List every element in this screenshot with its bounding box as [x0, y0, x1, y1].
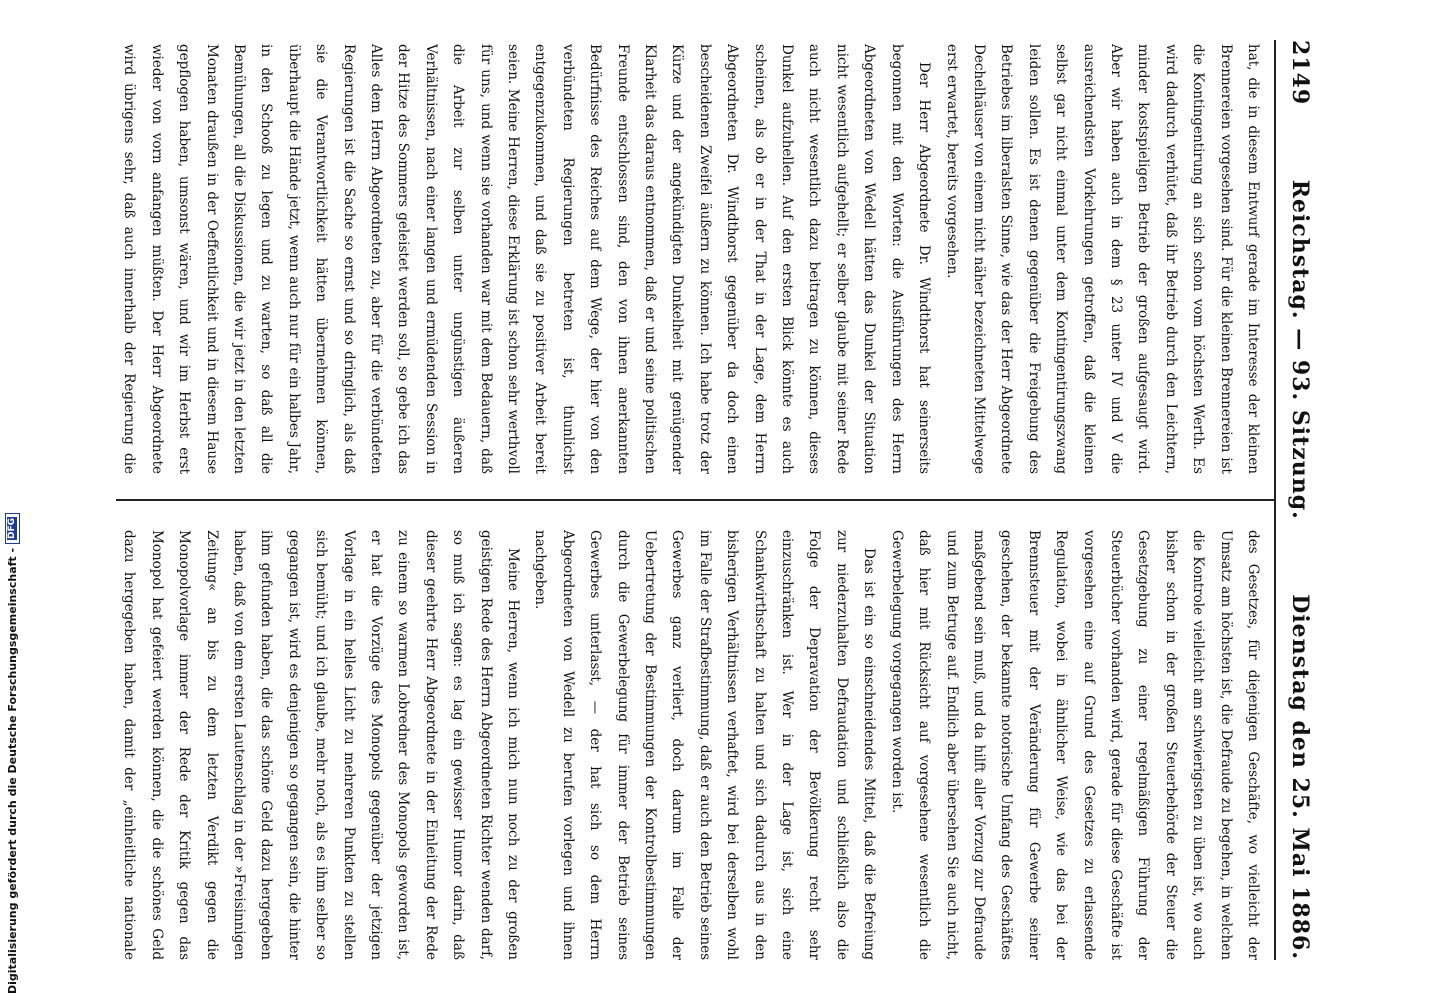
running-title: Reichstag. — 93. Sitzung.: [1287, 179, 1313, 520]
session-date: Dienstag den 25. Mai 1886.: [1287, 594, 1313, 960]
paragraph: Meine Herren, wenn ich mich nun noch zu der großen geistigen Rede des Herrn Abgeordneten Richter wenden darf, so muß ich sagen: es lag ein gewisser Humor darin, daß dieser geehrte Herr Abgeordnete in der Einleitung der Rede zu einem so warmen Lobredner des Monopols geworden ist, er hat die Vorzüge des Monopols gegenüber der jetzigen Vorlage in ein helles Licht zu mehreren Punkten zu stellen sich bemüht; und ich glaube, mehr noch, als es ihm selber so gegangen ist, wird es denjenigen so gegangen sein, die hinter ihm gefunden haben, die das schöne Geld dazu hergegeben haben, daß von dem ersten Lautenschlag in der »Freisinnigen Zeitung« an bis zu dem letzten Verdikt gegen die Monopolvorlage immer der Rede der Kritik gegen das Monopol hat gefeiert werden können, die die schönes Geld dazu hergegeben haben, damit der „einheitliche nationale: [121, 530, 522, 960]
paragraph: hat, die in diesem Entwurf gerade im Interesse der kleinen Brennereien vorgesehen sind. Für die kleinen Brennereien ist die Kontingentirung an sich schon vom höchsten Werth. Es wird dadurch verhütet, daß ihr Betrieb durch den Leichtern, minder kostspieligen Betrieb der großen aufgesaugt wird. Aber wir haben auch in dem § 23 unter IV und V die ausreichendsten Vorkehrungen getroffen, daß die kleinen selbst gar nicht einmal unter dem Kontingentirungszwang leiden sollen. Es ist denen gegenüber die Freigebung des Betriebes im liberalsten Sinne, wie das der Herr Abgeordnete Dechelhäuser von einem nicht näher bezeichneten Mittelwege erst erwartet, bereits vorgesehen.: [943, 44, 1261, 474]
page-header: [1280, 40, 1320, 960]
left-column: [116, 44, 1266, 474]
digitization-credit: [0, 0, 22, 1000]
credit-text: Digitalisierung gefördert durch die Deutsche Forschungsgemeinschaft -: [5, 547, 19, 994]
paragraph: Der Herr Abgeordnete Dr. Windthorst hat seinerseits begonnen mit den Worten: die Ausführungen des Herrn Abgeordneten von Wedell hätten das Dunkel der Situation nicht wesentlich aufgehellt; er selber glaube mit seiner Rede auch nicht wesentlich dazu beitragen zu können, dieses Dunkel aufzuhellen. Auf den ersten Blick könnte es auch scheinen, als ob er in der That in der Lage, dem Herrn Abgeordneten Dr. Windthorst gegenüber da doch einen bescheidenen Zweifel äußern zu können. Ich habe trotz der Kürze und der angekündigten Dunkelheit mit genügender Klarheit das daraus entnommen, daß er und seine politischen Freunde entschlossen sind, den von ihnen anerkannten Bedürfnisse des Reiches auf dem Wege, der hier von den verbündeten Regierungen betreten ist, thunlichst entgegenzukommen, und daß sie zu positiver Arbeit bereit seien. Meine Herren, diese Erklärung ist schon sehr werthvoll für uns, und wenn sie vorhanden war mit dem Bedauern, daß die Arbeit zur selben unter ungünstigen äußeren Verhältnissen, nach einer langen und ermüdenden Session in der Hitze des Sommers geleistet werden soll, so gebe ich das Alles dem Herrn Abgeordneten zu, aber für die verbündeten Regierungen ist die Sache so ernst und so dringlich, als daß sie die Verantwortlichkeit hätten übernehmen können, überhaupt die Hände jetzt, wenn auch nur für ein halbes Jahr, in den Schooß zu legen und zu warten, so daß all die Bemühungen, all die Diskussionen, die wir jetzt in den letzten Monaten draußen in der Oeffentlichkeit und in diesem Hause gepflogen haben, umsonst wären, und wir im Herbst erst wieder von vorn anfangen müßten. Der Herr Abgeordnete wird übrigens sehr, daß auch innerhalb der Regierung die: [121, 44, 933, 474]
dfg-logo: DFG: [5, 513, 20, 544]
paragraph: des Gesetzes, für diejenigen Geschäfte, wo vielleicht der Umsatz am höchsten ist, die Defraude zu begehen, in welchen die Kontrole vielleicht am schwierigsten zu üben ist, wo auch bisher schon in der großen Steuerbehörde der Steuer die Gesetzgebung zu einer regelmäßigen Führung der Steuerbücher vorhanden wird, gerade für diese Geschäfte ist vorgesehen eine auf Grund des Gesetzes zu erlassende Regulation, wobei in ähnlicher Weise, wie das bei der Brennsteuer mit der Veränderung für Gewerbe seiner geschehen, der bekannte notorische Umfang des Geschäftes maßgebend sein muß, und da hilft aller Vorzug zur Defraude und zum Betruge auf. Endlich aber übersehen Sie auch nicht, daß hier mit Rücksicht auf vorgesehene wesentlich die Gewerbelegung vorgegangen worden ist.: [888, 530, 1261, 960]
paragraph: Das ist ein so einschneidendes Mittel, daß die Befreiung zur niederzuhalten Defraudation und schließlich also die Folge der Depravation der Bevölkerung recht sehr einzuschränken ist. Wer in der Lage ist, sich eine Schankwirthschaft zu halten und sich dadurch aus in den bisherigen Verhältnissen verhaftet, wird bei derselben wohl im Falle der Strafbestimmung, daß er auch den Betrieb seines Gewerbes ganz verliert, doch darum im Falle der Uebertretung der Bestimmungen der Kontrolbestimmungen durch die Gewerbelegung für immer der Betrieb seines Gewerbes unterlasst, — der hat sich so dem Herrn Abgeordneten von Wedell zu berufen vorlegen und ihnen nachgeben.: [532, 530, 878, 960]
column-divider: [116, 499, 1276, 501]
page-number: 2149: [1287, 40, 1313, 106]
scanned-page: [78, 0, 1340, 1000]
right-column: [116, 530, 1266, 960]
